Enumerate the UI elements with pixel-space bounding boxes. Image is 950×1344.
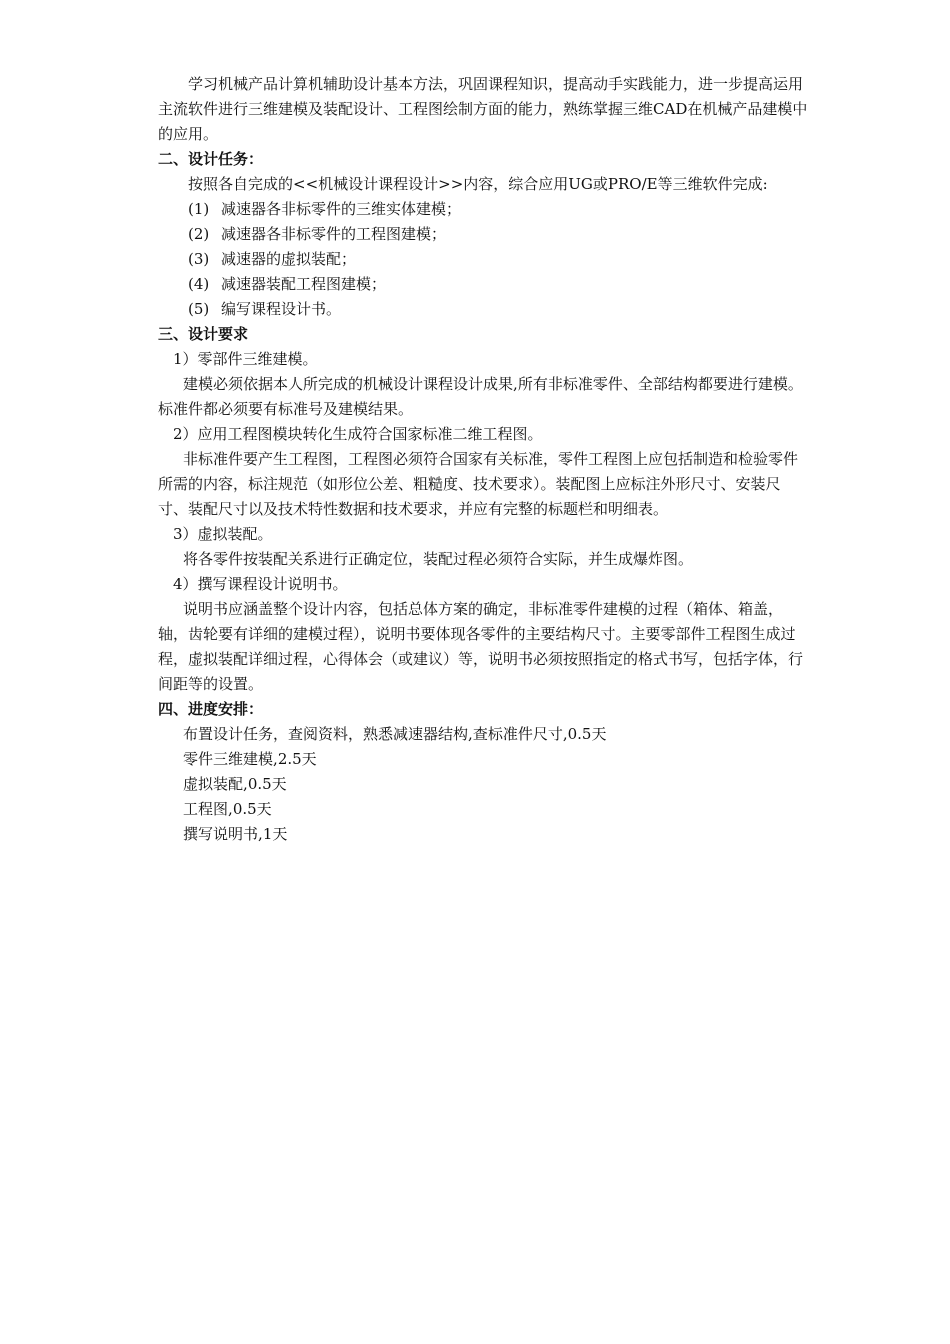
- list-item-text: 编写课程设计书。: [221, 300, 342, 318]
- list-item: [158, 297, 808, 322]
- section-heading-design-tasks: 二、设计任务：: [158, 150, 264, 168]
- schedule-item: 布置设计任务，查阅资料，熟悉减速器结构,查标准件尺寸,0.5天: [183, 725, 607, 743]
- intro-paragraph: 学习机械产品计算机辅助设计基本方法，巩固课程知识，提高动手实践能力，进一步提高运用主流软件进行三维建模及装配设计、工程图绘制方面的能力，熟练掌握三维CAD在机械产品建模中的应用。: [158, 75, 808, 143]
- design-tasks-lead: 按照各自完成的<<机械设计课程设计>>内容，综合应用UG或PRO/E等三维软件完成:: [188, 175, 768, 193]
- list-item-number: (4): [188, 275, 210, 293]
- requirement-body: 说明书应涵盖整个设计内容，包括总体方案的确定，非标准零件建模的过程（箱体、箱盖，轴，齿轮要有详细的建模过程），说明书要体现各零件的主要结构尺寸。主要零部件工程图生成过程，虚拟装配详细过程，心得体会（或建议）等，说明书必须按照指定的格式书写，包括字体，行间距等的设置。: [158, 600, 804, 693]
- list-item-number: (1): [188, 200, 210, 218]
- schedule-item: 虚拟装配,0.5天: [183, 775, 287, 793]
- section-heading-schedule: 四、进度安排：: [158, 700, 264, 718]
- list-item: [158, 247, 808, 272]
- schedule-item: 撰写说明书,1天: [183, 825, 288, 843]
- requirement-title: 3）虚拟装配。: [173, 525, 273, 543]
- list-item: [158, 197, 808, 222]
- document-page: [158, 72, 808, 847]
- list-item-number: (3): [188, 250, 210, 268]
- list-item: [158, 272, 808, 297]
- schedule-item: 零件三维建模,2.5天: [183, 750, 317, 768]
- list-item-number: (5): [188, 300, 210, 318]
- requirement-title: 1）零部件三维建模。: [173, 350, 318, 368]
- requirement-body: 建模必须依据本人所完成的机械设计课程设计成果,所有非标准零件、全部结构都要进行建模。标准件都必须要有标准号及建模结果。: [158, 375, 803, 418]
- requirement-body: 将各零件按装配关系进行正确定位，装配过程必须符合实际，并生成爆炸图。: [183, 550, 694, 568]
- requirement-body: 非标准件要产生工程图，工程图必须符合国家有关标准，零件工程图上应包括制造和检验零件所需的内容，标注规范（如形位公差、粗糙度、技术要求）。装配图上应标注外形尺寸、安装尺寸、装配尺寸以及技术特性数据和技术要求，并应有完整的标题栏和明细表。: [158, 450, 799, 518]
- list-item-text: 减速器各非标零件的三维实体建模；: [221, 200, 462, 218]
- list-item-text: 减速器的虚拟装配；: [221, 250, 357, 268]
- schedule-item: 工程图,0.5天: [183, 800, 272, 818]
- list-item-number: (2): [188, 225, 210, 243]
- list-item-text: 减速器装配工程图建模；: [221, 275, 387, 293]
- section-heading-design-requirements: 三、设计要求: [158, 325, 249, 343]
- requirement-title: 4）撰写课程设计说明书。: [173, 575, 348, 593]
- list-item-text: 减速器各非标零件的工程图建模；: [221, 225, 447, 243]
- list-item: [158, 222, 808, 247]
- requirement-title: 2）应用工程图模块转化生成符合国家标准二维工程图。: [173, 425, 543, 443]
